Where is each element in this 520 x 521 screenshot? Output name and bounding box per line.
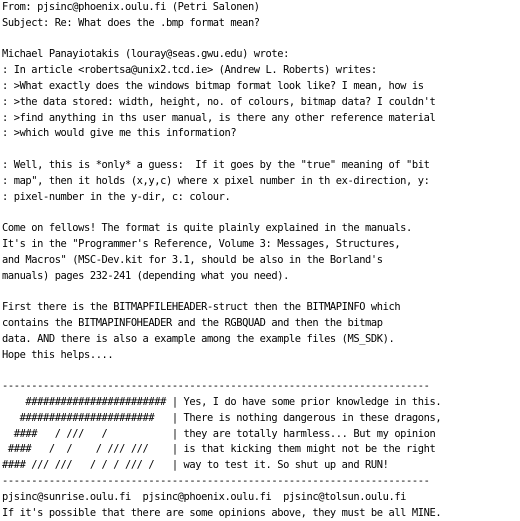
from-header: From: pjsinc@phoenix.oulu.fi (Petri Salonen) [2,0,520,16]
quoted-line: : pixel-number in the y-dir, c: colour. [2,190,520,206]
body-line: contains the BITMAPINFOHEADER and the RGBQUAD and then the bitmap [2,316,520,332]
body-line: manuals) pages 232-241 (depending what you need). [2,269,520,285]
spacer [2,32,520,48]
body-line: Come on fellows! The format is quite plainly explained in the manuals. [2,221,520,237]
body-line: and Macros" (MSC-Dev.kit for 3.1, should be also in the Borland's [2,253,520,269]
spacer [2,363,520,379]
subject-header: Subject: Re: What does the .bmp format mean? [2,16,520,32]
signature-art-line: #### /// /// / / / /// / | way to test it. So shut up and RUN! [2,458,520,474]
quoted-line: : >What exactly does the windows bitmap format look like? I mean, how is [2,79,520,95]
body-line: Hope this helps.... [2,348,520,364]
body-line: It's in the "Programmer's Reference, Volume 3: Messages, Structures, [2,237,520,253]
signature-art-line: ######################## | Yes, I do have some prior knowledge in this. [2,395,520,411]
spacer [2,284,520,300]
quoted-line: : Well, this is *only* a guess: If it goes by the "true" meaning of "bit [2,158,520,174]
signature-art-line: #### / / / /// /// | is that kicking them might not be the right [2,442,520,458]
attribution-line: Michael Panayiotakis (louray@seas.gwu.edu) wrote: [2,47,520,63]
signature-art-line: #### / /// / | they are totally harmless... But my opinion [2,427,520,443]
quoted-line: : >which would give me this information? [2,126,520,142]
signature-art-line: ####################### | There is nothing dangerous in these dragons, [2,411,520,427]
spacer [2,142,520,158]
quoted-line: : >find anything in ths user manual, is there any other reference material [2,111,520,127]
attribution-line: : In article <robertsa@unix2.tcd.ie> (Andrew L. Roberts) writes: [2,63,520,79]
body-line: First there is the BITMAPFILEHEADER-struct then the BITMAPINFO which [2,300,520,316]
signature-rule: ------------------------------------------------------------------------- [2,474,520,490]
signature-closing: If it's possible that there are some opinions above, they must be all MINE. [2,506,520,521]
body-line: data. AND there is also a example among the example files (MS_SDK). [2,332,520,348]
quoted-line: : map", then it holds (x,y,c) where x pixel number in th ex-direction, y: [2,174,520,190]
signature-addresses: pjsinc@sunrise.oulu.fi pjsinc@phoenix.oulu.fi pjsinc@tolsun.oulu.fi [2,490,520,506]
spacer [2,205,520,221]
quoted-line: : >the data stored: width, height, no. of colours, bitmap data? I couldn't [2,95,520,111]
signature-rule: ------------------------------------------------------------------------- [2,379,520,395]
